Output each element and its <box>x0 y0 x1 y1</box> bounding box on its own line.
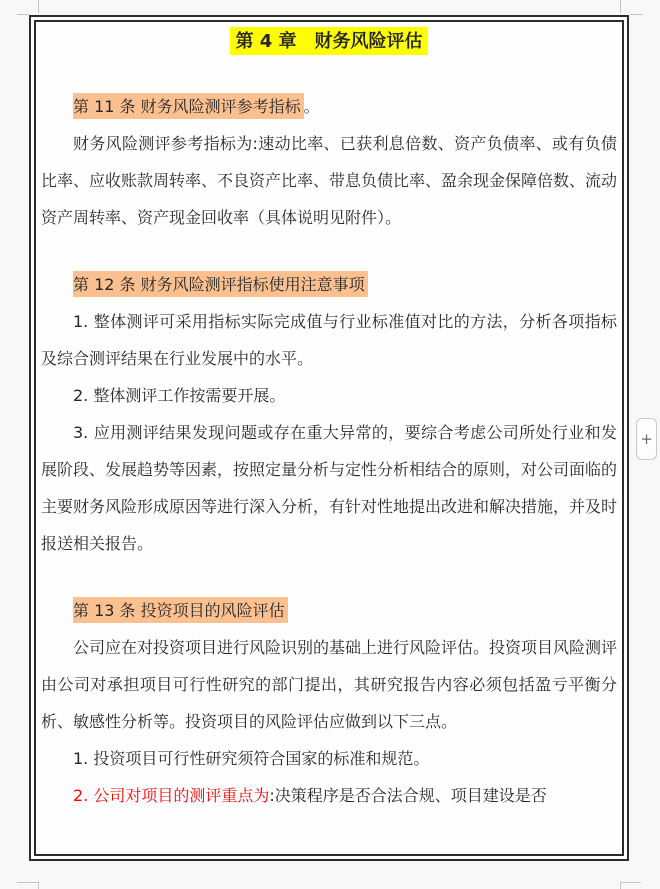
document-page[interactable] <box>29 15 629 861</box>
crop-mark <box>17 882 39 883</box>
list-item-3: 3. 应用测评结果发现问题或存在重大异常的，要综合考虑公司所处行业和发展阶段、发展趋势等因素，按照定量分析与定性分析相结合的原则，对公司面临的主要财务风险形成原因等进行深入分析，有针对性地提出改进和解决措施，并及时报送相关报告。 <box>41 423 617 553</box>
list-item-1: 1. 整体测评可采用指标实际完成值与行业标准值对比的方法，分析各项指标及综合测评结果在行业发展中的水平。 <box>41 312 617 368</box>
list-item-2: 2. 整体测评工作按需要开展。 <box>73 386 286 405</box>
crop-mark <box>620 882 641 883</box>
body-paragraph-investment: 公司应在对投资项目进行风险识别的基础上进行风险评估。投资项目风险测评由公司对承担项目可行性研究的部门提出，其研究报告内容必须包括盈亏平衡分析、敏感性分析等。投资项目的风险评估应做到以下三点。 <box>41 638 617 731</box>
chapter-title-highlight: 第 4 章 财务风险评估 <box>230 27 427 55</box>
page-border-inner <box>34 20 624 856</box>
crop-mark <box>620 882 621 889</box>
article-13-heading <box>41 592 617 629</box>
investment-item-2 <box>41 777 617 814</box>
article-12-heading-highlight: 第 12 条 财务风险测评指标使用注意事项 <box>73 271 368 297</box>
investment-item-1: 1. 投资项目可行性研究须符合国家的标准和规范。 <box>73 749 430 768</box>
investment-item-2-black-text: :决策程序是否合法合规、项目建设是否 <box>269 786 547 805</box>
investment-item-2-red-text: 2. 公司对项目的测评重点为 <box>73 786 270 805</box>
body-paragraph-indicators: 财务风险测评参考指标为:速动比率、已获利息倍数、资产负债率、或有负债比率、应收账款周转率、不良资产比率、带息负债比率、盈余现金保障倍数、流动资产周转率、资产现金回收率（具体说明见附件）。 <box>41 134 617 227</box>
chapter-title <box>41 26 617 58</box>
crop-mark <box>38 882 39 889</box>
article-11-heading-suffix: 。 <box>303 97 320 116</box>
crop-mark <box>620 0 621 13</box>
crop-mark <box>38 0 39 13</box>
crop-mark <box>630 14 643 15</box>
article-13-heading-highlight: 第 13 条 投资项目的风险评估 <box>73 597 288 623</box>
article-11-heading <box>41 88 617 125</box>
crop-mark <box>17 14 29 15</box>
expand-panel-button[interactable]: + <box>636 418 657 460</box>
page-content <box>41 26 617 852</box>
article-11-heading-highlight: 第 11 条 财务风险测评参考指标 <box>73 93 304 119</box>
article-12-heading <box>41 266 617 303</box>
